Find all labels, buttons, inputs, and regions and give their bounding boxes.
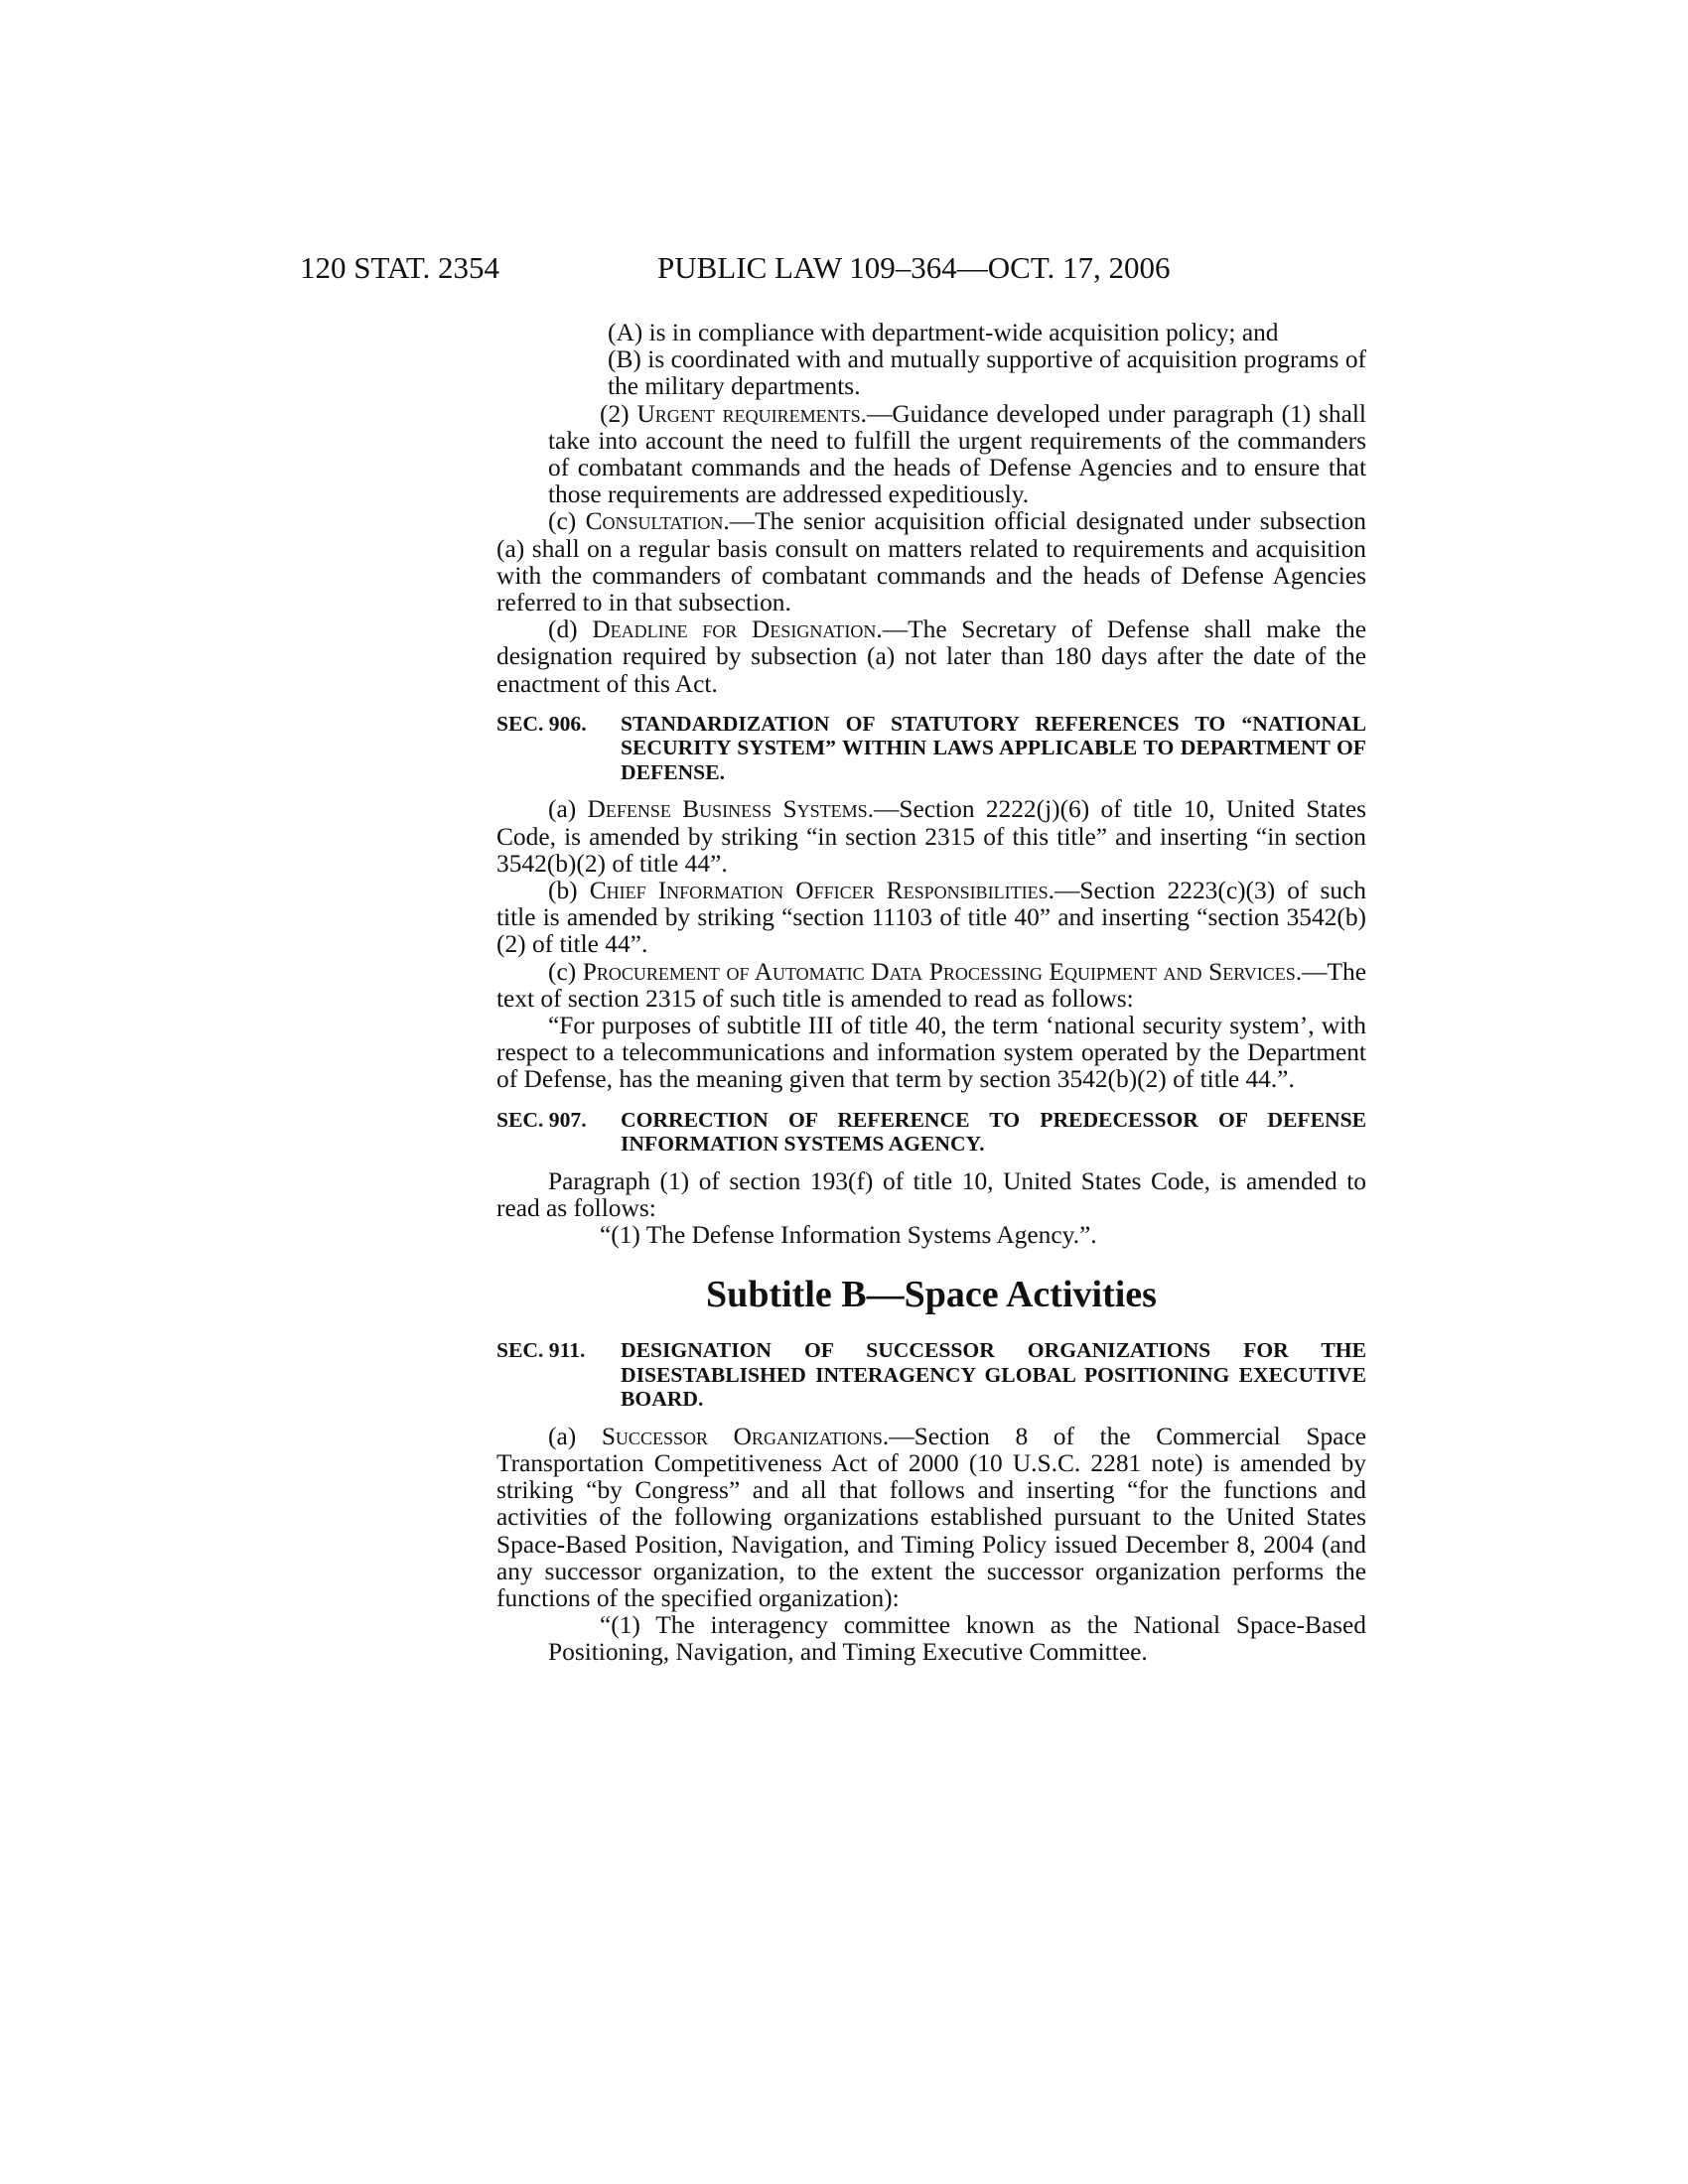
paragraph-b: (B) is coordinated with and mutually supportive of acquisition programs of the military departments. [608,345,1366,401]
section-906-c: (c) Procurement of Automatic Data Processing Equipment and Services.—The text of section 2315 of such title is amended to read as follows: [496,957,1367,1013]
document-body [496,320,1366,1667]
section-906-b: (b) Chief Information Officer Responsibilities.—Section 2223(c)(3) of such title is amended by striking “section 11103 of title 40” and inserting “section 3542(b)(2) of title 44”. [496,876,1366,959]
section-911-paragraph-1: “(1) The interagency committee known as the National Space-Based Positioning, Navigation, and Timing Executive Committee. [548,1611,1366,1667]
subsection-heading: Procurement of Automatic Data Processing Equipment and Services. [582,957,1303,986]
section-906-quote: “For purposes of subtitle III of title 40, the term ‘national security system’, with respect to a telecommunications and information system operated by the Department of Defense, has the meaning given that term by section 3542(b)(2) of title 44.”. [496,1011,1366,1094]
subtitle-heading: Subtitle B—Space Activities [706,1274,1157,1316]
section-title: DESIGNATION OF SUCCESSOR ORGANIZATIONS FOR THE DISESTABLISHED INTERAGENCY GLOBAL POSITIONING EXECUTIVE BOARD. [621,1338,1366,1412]
section-906-a: (a) Defense Business Systems.—Section 2222(j)(6) of title 10, United States Code, is amended by striking “in section 2315 of this title” and inserting “in section 3542(b)(2) of title 44”. [496,795,1366,878]
paragraph-2: (2) Urgent requirements.—Guidance developed under paragraph (1) shall take into account the need to fulfill the urgent requirements of the commanders of combatant commands and the heads of Defense Agencies and to ensure that those requirements are addressed expeditiously. [548,399,1366,509]
section-907-heading [496,1108,1366,1157]
public-law-title: PUBLIC LAW 109–364—OCT. 17, 2006 [657,250,1171,285]
subsection-heading: Defense Business Systems. [587,795,874,824]
statute-page-number: 120 STAT. 2354 [300,250,500,285]
section-907-text: Paragraph (1) of section 193(f) of title 10, United States Code, is amended to read as follows: [496,1166,1366,1222]
section-911-a: (a) Successor Organizations.—Section 8 of the Commercial Space Transportation Competitiveness Act of 2000 (10 U.S.C. 2281 note) is amended by striking “by Congress” and all that follows and inserting “for the functions and activities of the following organizations established pursuant to the United States Space-Based Position, Navigation, and Timing Policy issued December 8, 2004 (and any successor organization, to the extent the successor organization performs the functions of the specified organization): [496,1422,1366,1612]
subsection-c: (c) Consultation.—The senior acquisition official designated under subsection (a) shall on a regular basis consult on matters related to requirements and acquisition with the commanders of combatant commands and the heads of Defense Agencies referred to in that subsection. [496,507,1366,617]
section-911-heading [496,1338,1366,1412]
paragraph-a: (A) is in compliance with department-wide acquisition policy; and [608,319,1279,346]
subsection-heading: Successor Organizations. [601,1422,890,1450]
section-906-heading [496,712,1366,785]
subsection-d: (d) Deadline for Designation.—The Secretary of Defense shall make the designation required by subsection (a) not later than 180 days after the date of the enactment of this Act. [496,615,1366,698]
section-907-quote: “(1) The Defense Information Systems Agency.”. [600,1220,1097,1249]
paragraph-heading: Urgent requirements. [636,399,867,428]
subsection-heading: Chief Information Officer Responsibilities. [589,876,1055,904]
section-title: CORRECTION OF REFERENCE TO PREDECESSOR OF DEFENSE INFORMATION SYSTEMS AGENCY. [621,1107,1366,1157]
section-number: SEC. 907. [496,1107,587,1132]
subsection-heading: Deadline for Designation. [592,615,883,644]
section-number: SEC. 906. [496,711,587,736]
subsection-heading: Consultation. [585,507,730,536]
section-title: STANDARDIZATION OF STATUTORY REFERENCES TO “NATIONAL SECURITY SYSTEM” WITHIN LAWS APPLICABLE TO DEPARTMENT OF DEFENSE. [621,711,1366,784]
section-number: SEC. 911. [496,1338,586,1363]
page-header [300,248,1372,288]
